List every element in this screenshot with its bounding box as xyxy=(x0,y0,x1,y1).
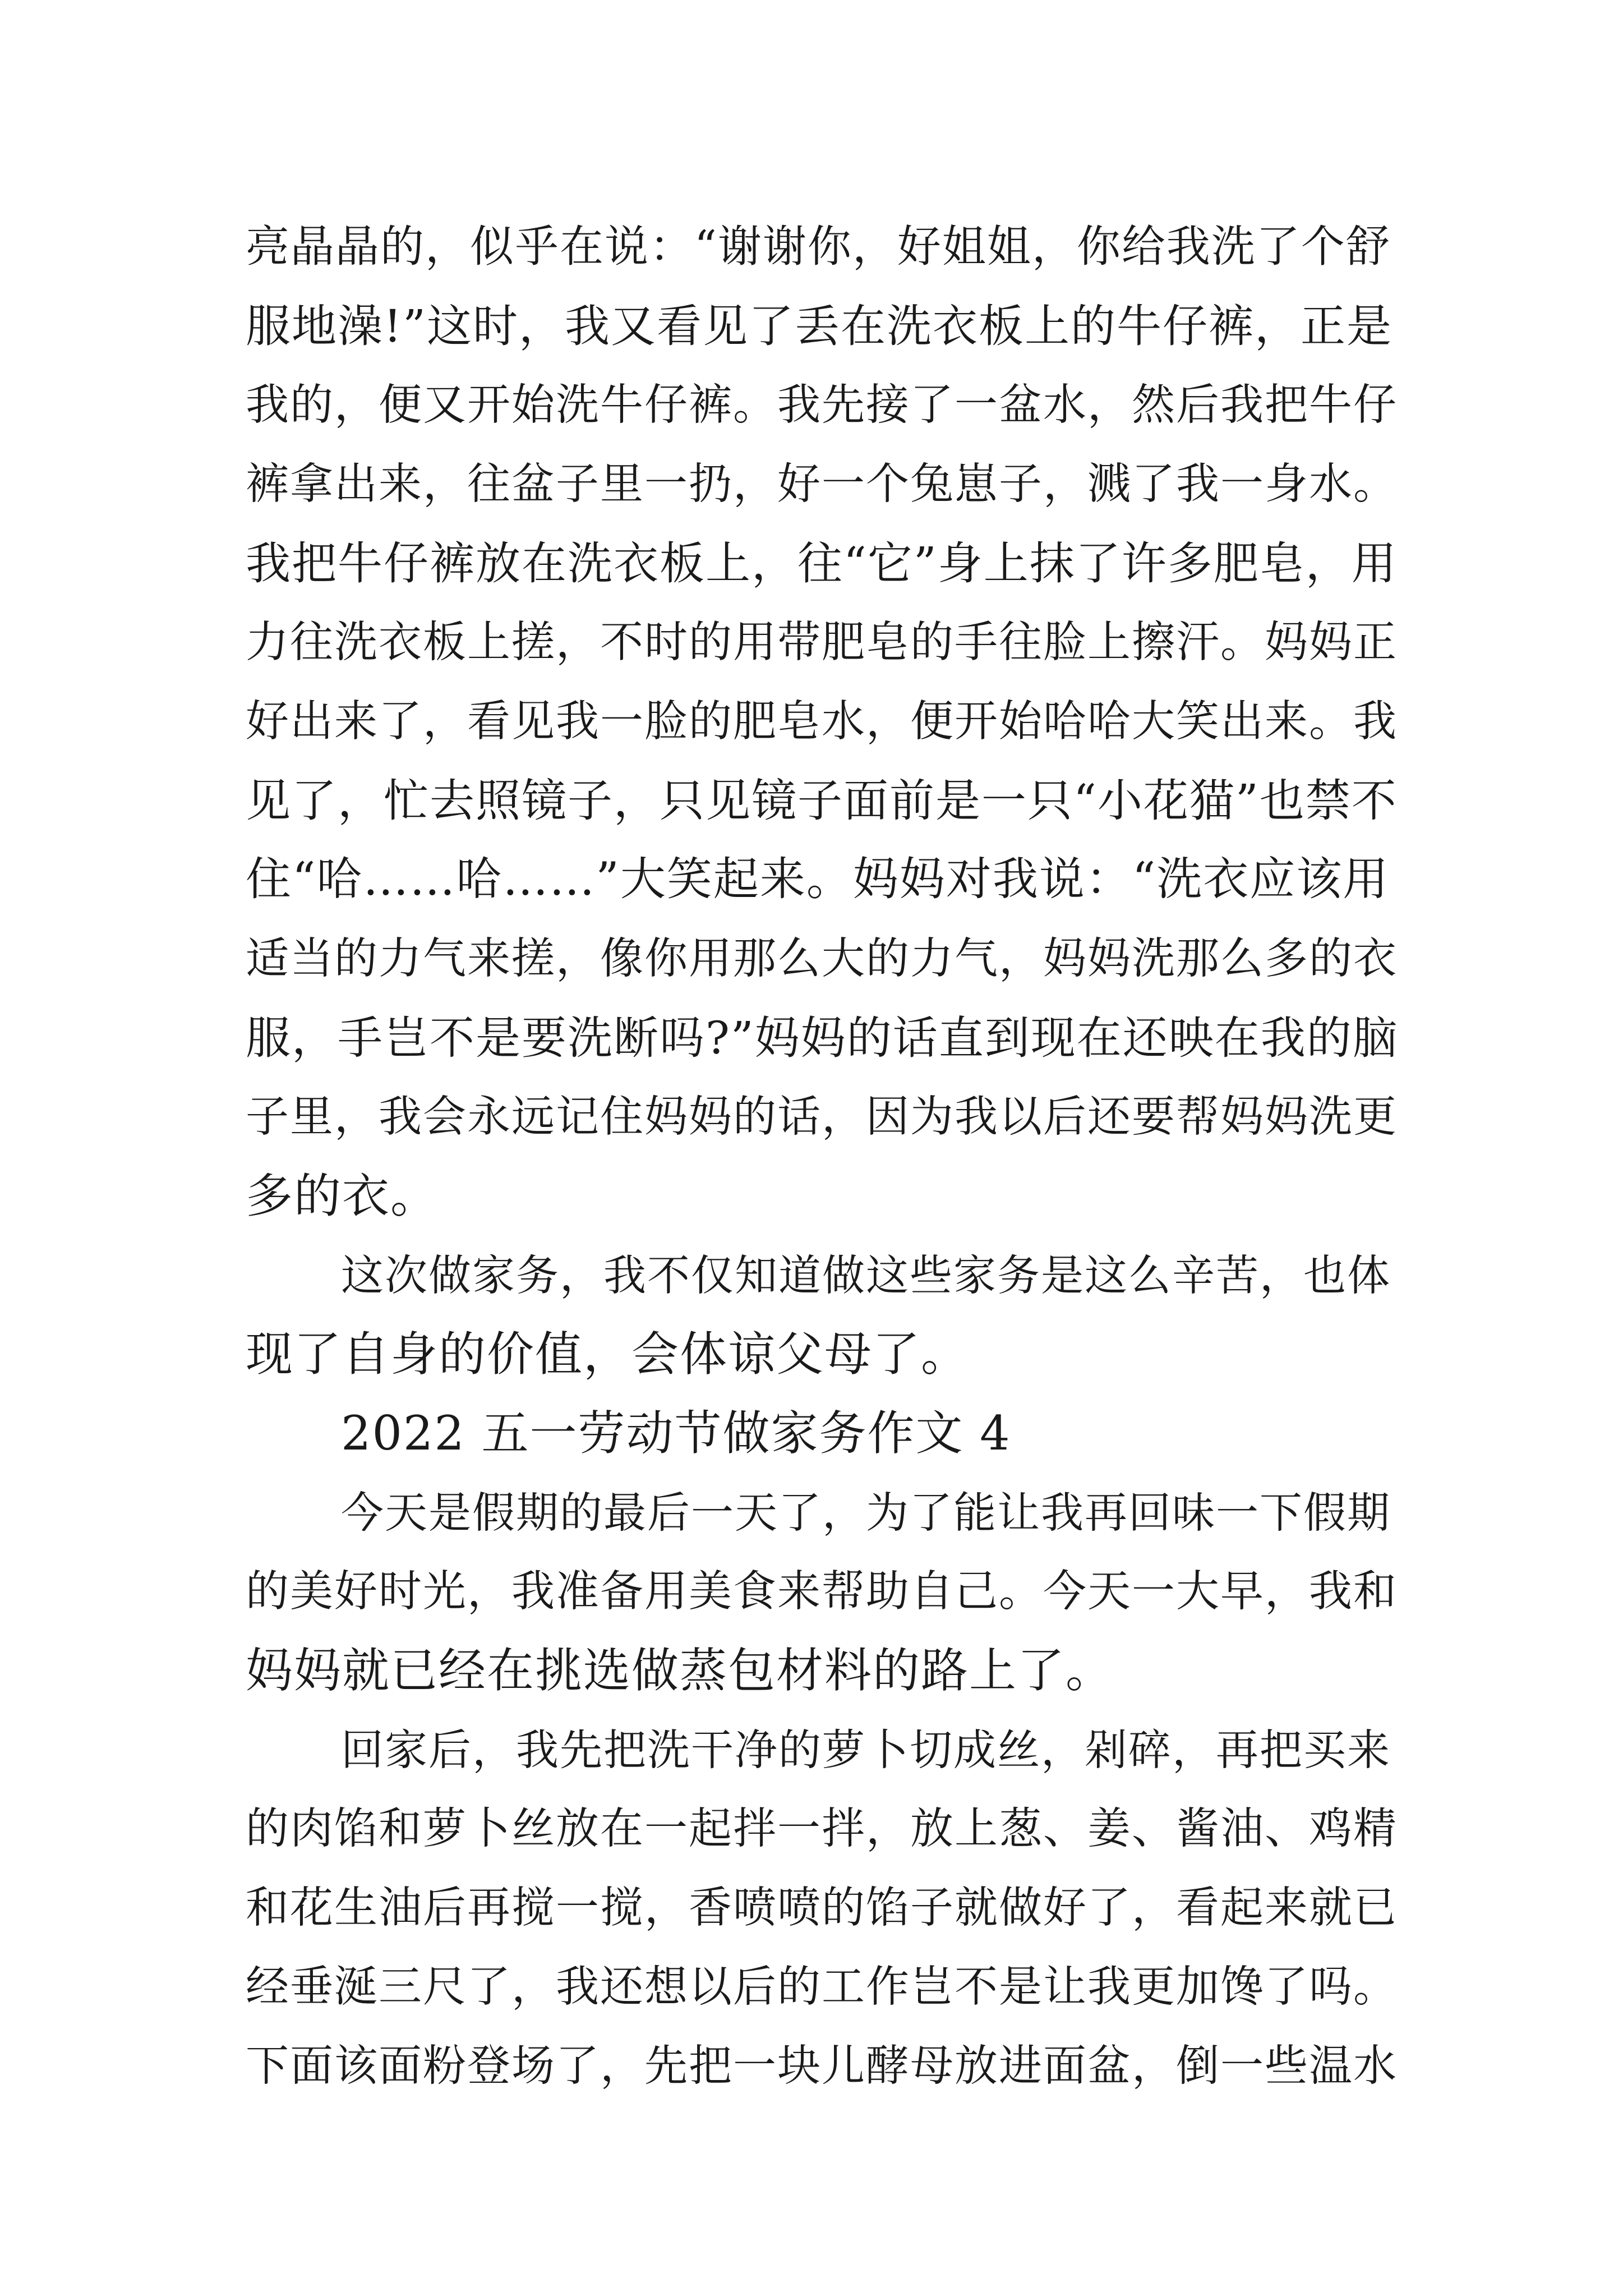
text-line: 经垂涎三尺了，我还想以后的工作岂不是让我更加馋了吗。 xyxy=(246,1962,1398,2012)
text-line: 力往洗衣板上搓，不时的用带肥皂的手往脸上擦汗。妈妈正 xyxy=(246,618,1398,668)
text-line: 妈妈就已经在挑选做蒸包材料的路上了。 xyxy=(246,1643,1114,1698)
text-line: 下面该面粉登场了，先把一块儿酵母放进面盆，倒一些温水 xyxy=(246,2041,1398,2091)
paragraph-start-line: 今天是假期的最后一天了，为了能让我再回味一下假期 xyxy=(341,1488,1391,1538)
text-line: 裤拿出来，往盆子里一扔，好一个兔崽子，溅了我一身水。 xyxy=(246,459,1398,509)
text-line: 见了，忙去照镜子，只见镜子面前是一只“小花猫”也禁不 xyxy=(246,775,1398,827)
section-heading: 2022 五一劳动节做家务作文 4 xyxy=(341,1406,1011,1461)
text-line: 适当的力气来搓，像你用那么大的力气，妈妈洗那么多的衣 xyxy=(246,934,1398,984)
text-line: 我把牛仔裤放在洗衣板上，往“它”身上抹了许多肥皂，用 xyxy=(246,537,1398,590)
text-line: 子里，我会永远记住妈妈的话，因为我以后还要帮妈妈洗更 xyxy=(246,1092,1398,1142)
text-line: 和花生油后再搅一搅，香喷喷的馅子就做好了，看起来就已 xyxy=(246,1883,1398,1933)
text-line: 好出来了，看见我一脸的肥皂水，便开始哈哈大笑出来。我 xyxy=(246,697,1398,747)
text-line: 我的，便又开始洗牛仔裤。我先接了一盆水，然后我把牛仔 xyxy=(246,380,1398,430)
text-line: 多的衣。 xyxy=(246,1168,439,1223)
text-line: 现了自身的价值，会体谅父母了。 xyxy=(246,1327,970,1382)
text-line: 服，手岂不是要洗断吗?”妈妈的话直到现在还映在我的脑 xyxy=(246,1012,1399,1064)
paragraph-start-line: 这次做家务，我不仅知道做这些家务是这么辛苦，也体 xyxy=(341,1250,1391,1300)
text-line: 住“哈……哈……”大笑起来。妈妈对我说：“洗衣应该用 xyxy=(246,853,1390,906)
text-line: 的美好时光，我准备用美食来帮助自己。今天一大早，我和 xyxy=(246,1567,1398,1617)
essay-body xyxy=(246,208,1401,2106)
paragraph-start-line: 回家后，我先把洗干净的萝卜切成丝，剁碎，再把买来 xyxy=(341,1725,1391,1775)
text-line: 服地澡!”这时，我又看见了丢在洗衣板上的牛仔裤，正是 xyxy=(246,300,1393,352)
text-line: 的肉馅和萝卜丝放在一起拌一拌，放上葱、姜、酱油、鸡精 xyxy=(246,1804,1398,1854)
text-line: 亮晶晶的，似乎在说：“谢谢你，好姐姐，你给我洗了个舒 xyxy=(246,222,1391,272)
